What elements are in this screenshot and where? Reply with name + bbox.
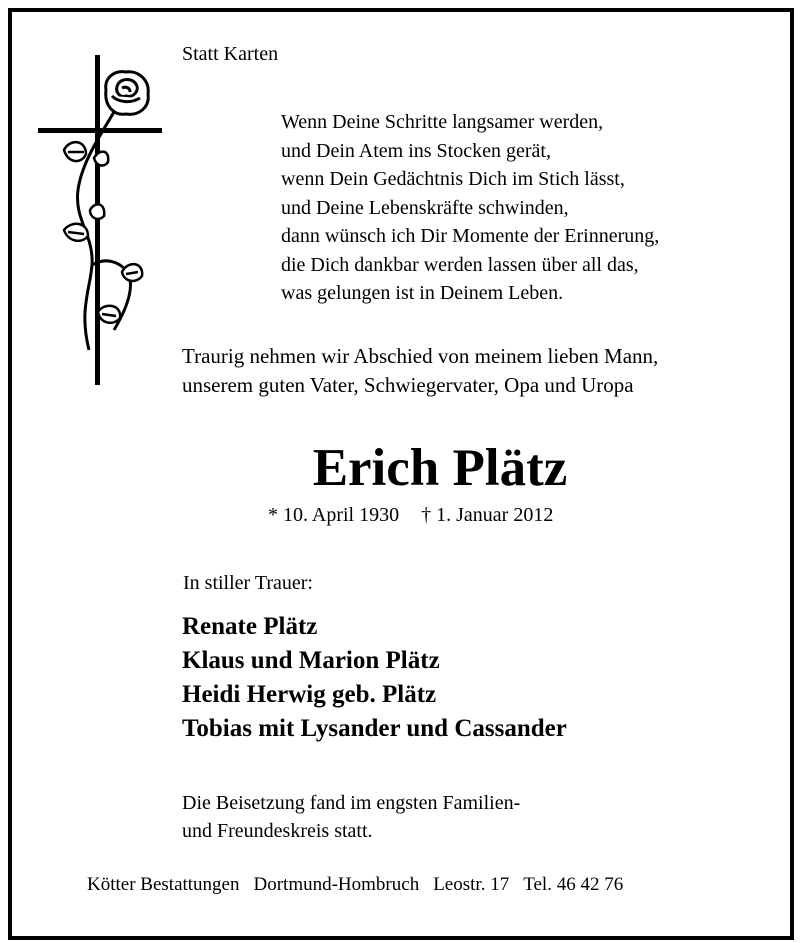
funeral-home-street: Leostr. 17 [433,874,510,895]
mourners-list [182,610,567,746]
poem-line: die Dich dankbar werden lassen über all das, [281,253,639,276]
burial-note [182,789,520,845]
poem-line: dann wünsch ich Dir Momente der Erinnerung, [281,225,660,247]
mourner-name: Renate Plätz [182,613,318,640]
deceased-name: Erich Plätz [312,439,568,497]
statt-karten-label: Statt Karten [182,43,279,65]
funeral-home-phone: Tel. 46 42 76 [523,874,624,895]
burial-line: und Freundeskreis statt. [182,820,373,842]
cross-with-rose-icon [34,50,166,390]
mourner-name: Tobias mit Lysander und Cassander [182,715,567,742]
poem-line: Wenn Deine Schritte langsamer werden, [281,111,604,133]
birth-date: * 10. April 1930 [268,504,400,526]
poem-line: was gelungen ist in Deinem Leben. [281,282,564,304]
intro-line: Traurig nehmen wir Abschied von meinem lieben Mann, [182,344,659,368]
burial-line: Die Beisetzung fand im engsten Familien- [182,792,521,814]
funeral-home-footer [87,874,637,896]
mourner-name: Heidi Herwig geb. Plätz [182,681,437,708]
mourning-label: In stiller Trauer: [183,572,313,594]
intro-line: unserem guten Vater, Schwiegervater, Opa und Uropa [182,373,634,397]
funeral-home-name: Kötter Bestattungen [87,874,240,895]
death-date: † 1. Januar 2012 [421,504,554,526]
life-dates [268,504,553,527]
funeral-home-city: Dortmund-Hombruch [253,874,420,895]
poem-line: wenn Dein Gedächtnis Dich im Stich lässt, [281,168,625,190]
farewell-intro [182,342,658,400]
mourner-name: Klaus und Marion Plätz [182,647,440,674]
poem [281,108,659,308]
poem-line: und Dein Atem ins Stocken gerät, [281,139,551,162]
poem-line: und Deine Lebenskräfte schwinden, [281,196,569,219]
